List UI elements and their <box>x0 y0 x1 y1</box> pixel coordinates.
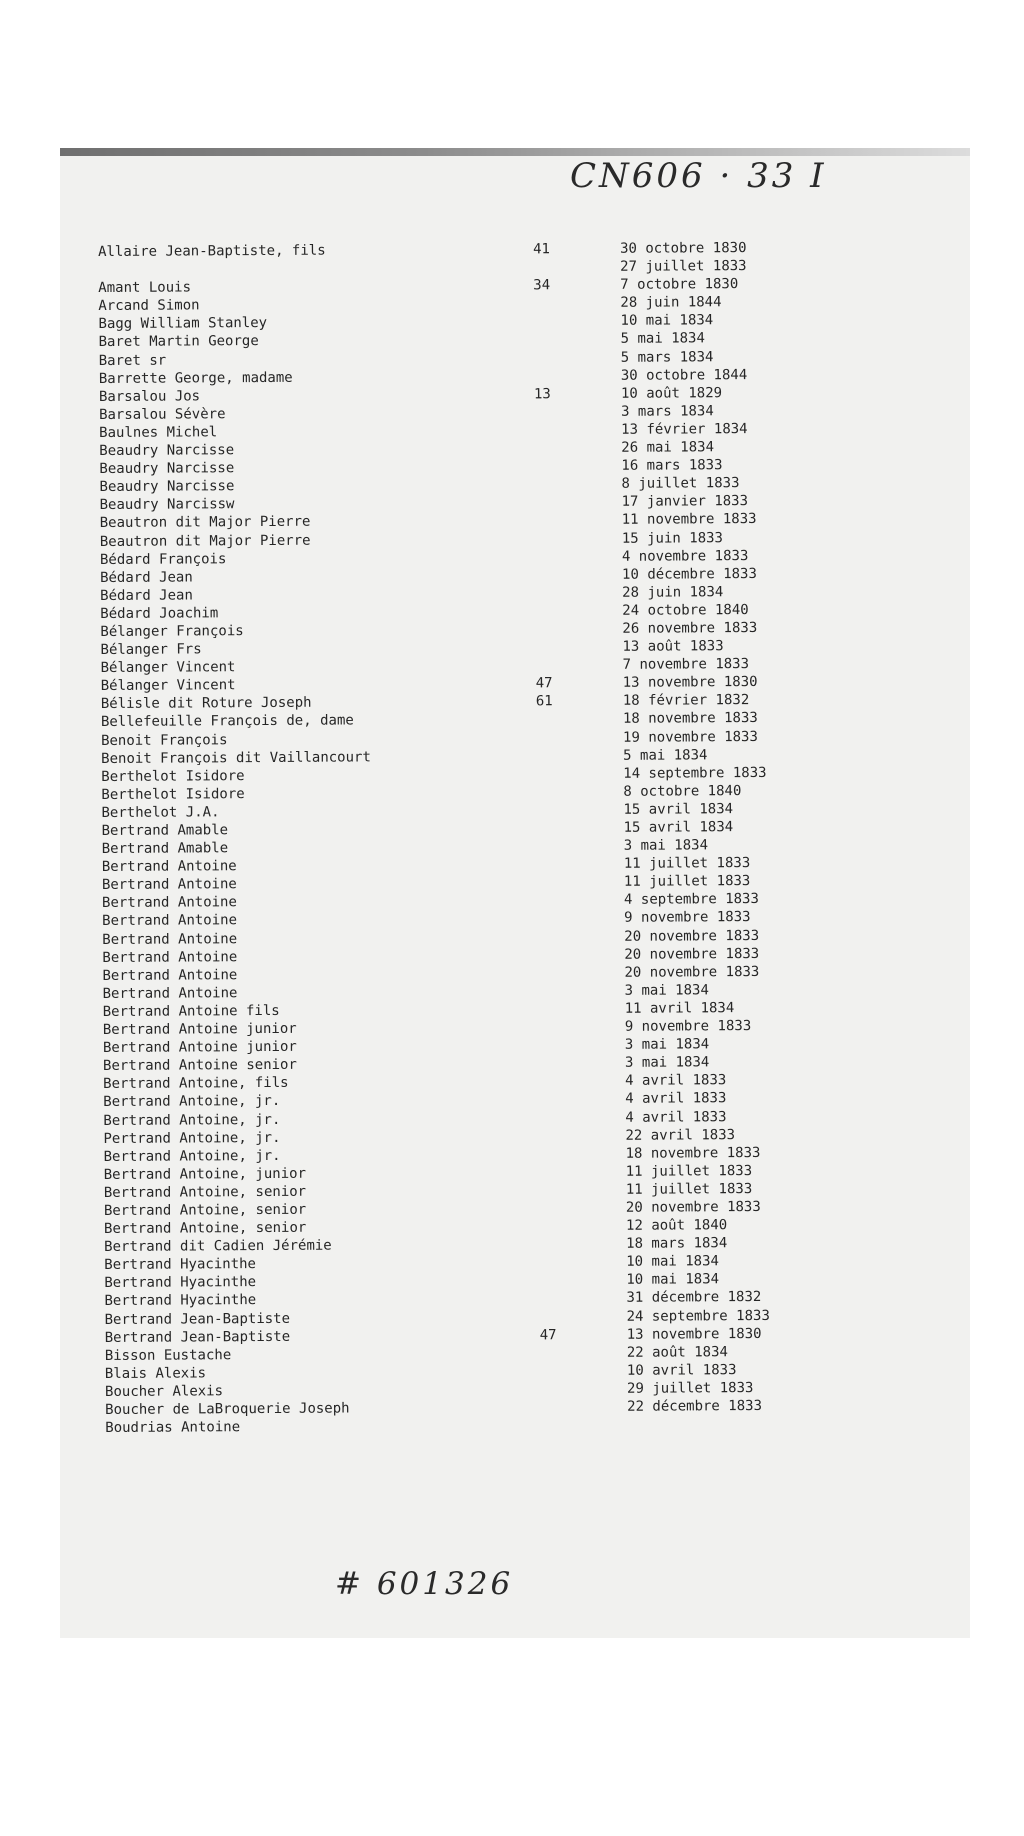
entry-name: Barsalou Jos <box>98 388 201 405</box>
entry-date: 3 mai 1834 <box>624 1036 710 1053</box>
entry-name: Berthelot Isidore <box>101 785 245 803</box>
entry-date: 4 avril 1833 <box>625 1090 727 1108</box>
entry-name: Bertrand Hyacinthe <box>104 1256 257 1274</box>
entry-date: 5 mars 1834 <box>620 348 714 366</box>
entry-date: 10 décembre 1833 <box>621 565 757 583</box>
entry-name: Bertrand Antoine <box>102 912 238 930</box>
entry-name: Bertrand Antoine fils <box>102 1002 280 1020</box>
entry-name: Blais Alexis <box>104 1365 207 1382</box>
entry-name: Bagg William Stanley <box>98 315 268 333</box>
entry-date: 18 novembre 1833 <box>622 710 758 728</box>
entry-name: Arcand Simon <box>98 297 200 315</box>
entry-name: Bertrand Antoine <box>101 894 237 912</box>
entry-date: 5 mai 1834 <box>623 746 708 764</box>
entry-date: 22 avril 1833 <box>625 1126 736 1144</box>
entry-date: 10 mai 1834 <box>626 1253 720 1271</box>
entry-name: Beaudry Narcissw <box>99 496 235 514</box>
entry-date: 3 mai 1834 <box>623 837 709 854</box>
entry-date: 15 avril 1834 <box>623 819 734 836</box>
entry-date: 29 juillet 1833 <box>626 1379 754 1397</box>
entry-date: 14 septembre 1833 <box>623 764 767 782</box>
entry-page-number: 34 <box>533 277 551 294</box>
entry-date: 31 décembre 1832 <box>626 1289 762 1307</box>
entry-date: 11 avril 1834 <box>624 1000 735 1017</box>
entry-name: Bédard Jean <box>99 569 193 586</box>
entry-date: 7 octobre 1830 <box>620 276 739 293</box>
entry-date: 11 novembre 1833 <box>621 511 757 529</box>
entry-date: 30 octobre 1830 <box>619 240 747 257</box>
entry-date: 27 juillet 1833 <box>620 258 747 275</box>
entry-date: 26 novembre 1833 <box>622 619 758 637</box>
entry-date: 8 octobre 1840 <box>623 782 742 800</box>
entry-name: Bertrand Antoine senior <box>102 1057 297 1075</box>
entry-name: Bertrand Antoine, jr. <box>103 1111 281 1129</box>
entry-page-number: 47 <box>539 1326 557 1343</box>
entry-date: 11 juillet 1833 <box>623 855 751 872</box>
entry-date: 15 juin 1833 <box>621 529 724 547</box>
entry-date: 11 juillet 1833 <box>625 1180 753 1198</box>
entry-name: Baulnes Michel <box>99 424 218 441</box>
entry-date: 26 mai 1834 <box>621 439 715 456</box>
entry-name: Bertrand Jean-Baptiste <box>104 1310 291 1328</box>
entry-date: 22 décembre 1833 <box>627 1397 763 1415</box>
entry-name: Beaudry Narcisse <box>99 478 235 496</box>
entry-date: 13 août 1833 <box>622 638 724 655</box>
entry-name: Bertrand Antoine <box>102 966 238 984</box>
entry-name: Allaire Jean-Baptiste, fils <box>98 242 326 260</box>
entry-date: 5 mai 1834 <box>620 330 705 348</box>
entry-date: 19 novembre 1833 <box>622 728 758 746</box>
entry-name: Bédard François <box>99 550 227 568</box>
entry-name: Bertrand Hyacinthe <box>104 1274 257 1292</box>
entry-name: Bélanger Vincent <box>100 659 236 677</box>
entry-name: Boucher Alexis <box>104 1383 224 1400</box>
entry-name: Bélanger Frs <box>100 641 202 659</box>
entry-date: 20 novembre 1833 <box>624 945 760 963</box>
entry-name: Benoit François <box>100 731 228 749</box>
entry-page-number: 41 <box>532 241 550 258</box>
entry-date: 9 novembre 1833 <box>624 1018 752 1035</box>
entry-name: Benoit François dit Vaillancourt <box>101 748 371 767</box>
entry-name: Bertrand Antoine <box>102 948 238 966</box>
entry-date: 8 juillet 1833 <box>621 475 740 493</box>
entry-page-number: 13 <box>533 385 551 403</box>
entry-name: Bertrand Antoine, fils <box>103 1075 289 1093</box>
entry-date: 15 avril 1834 <box>623 801 734 818</box>
entry-name: Bertrand Antoine junior <box>102 1020 297 1039</box>
entry-name: Bertrand dit Cadien Jérémie <box>104 1237 332 1256</box>
entry-name: Bertrand Antoine, jr. <box>103 1147 281 1165</box>
entry-name: Bertrand Antoine <box>102 930 238 948</box>
entry-name: Bertrand Hyacinthe <box>104 1292 257 1310</box>
entry-date: 12 août 1840 <box>625 1217 728 1234</box>
entry-name: Barsalou Sévère <box>99 406 226 423</box>
entry-date: 18 mars 1834 <box>626 1235 728 1252</box>
entry-name: Boucher de LaBroquerie Joseph <box>105 1400 350 1418</box>
entry-name: Bertrand Antoine <box>101 876 237 894</box>
entry-name: Barrette George, madame <box>98 369 293 387</box>
entry-date: 13 novembre 1830 <box>622 674 758 692</box>
reference-code: CN606 · 33 I <box>570 156 827 196</box>
entry-name: Bertrand Antoine, jr. <box>103 1093 281 1111</box>
entry-date: 3 mai 1834 <box>624 1054 710 1072</box>
entry-name: Bertrand Jean-Baptiste <box>104 1328 291 1346</box>
entry-name: Baret sr <box>98 352 167 369</box>
entry-date: 22 août 1834 <box>626 1343 728 1361</box>
entry-date: 4 septembre 1833 <box>623 891 759 909</box>
entry-date: 30 octobre 1844 <box>620 366 748 384</box>
entry-date: 24 septembre 1833 <box>626 1307 770 1325</box>
entry-name: Beautron dit Major Pierre <box>99 514 311 532</box>
entry-name: Bertrand Amable <box>101 840 229 858</box>
entry-date: 10 mai 1834 <box>620 312 714 330</box>
entry-date: 9 novembre 1833 <box>624 909 751 927</box>
film-number: # 601326 <box>335 1566 514 1602</box>
entry-date: 7 novembre 1833 <box>622 656 750 673</box>
entry-name: Boudrias Antoine <box>105 1419 241 1437</box>
entry-page-number: 47 <box>535 675 553 692</box>
entry-date: 13 février 1834 <box>621 420 748 438</box>
entry-name: Bertrand Antoine, senior <box>103 1201 307 1219</box>
entry-name: Bertrand Amable <box>101 822 229 839</box>
entry-date: 4 avril 1833 <box>625 1108 727 1126</box>
entry-date: 4 avril 1833 <box>625 1072 727 1090</box>
entry-name: Baret Martin George <box>98 333 259 351</box>
page-top-edge <box>60 148 970 156</box>
entry-name: Bellefeuille François de, dame <box>100 712 354 731</box>
index-list <box>98 238 865 1437</box>
entry-date: 16 mars 1833 <box>621 457 723 474</box>
entry-name: Berthelot J.A. <box>101 804 220 821</box>
entry-date: 18 novembre 1833 <box>625 1144 761 1162</box>
entry-name: Bédard Jean <box>100 587 193 604</box>
entry-name: Bélisle dit Roture Joseph <box>100 695 312 713</box>
entry-date: 4 novembre 1833 <box>621 547 749 565</box>
entry-date: 3 mars 1834 <box>620 403 714 420</box>
scanned-page <box>60 148 970 1638</box>
entry-date: 20 novembre 1833 <box>624 963 760 981</box>
entry-name: Beaudry Narcisse <box>99 460 235 478</box>
entry-name: Berthelot Isidore <box>101 767 245 785</box>
entry-date: 17 janvier 1833 <box>621 493 749 511</box>
entry-date: 10 avril 1833 <box>626 1361 737 1379</box>
entry-date: 10 août 1829 <box>620 384 723 402</box>
entry-date: 3 mai 1834 <box>624 982 709 999</box>
entry-name: Bertrand Antoine <box>101 858 237 876</box>
entry-date: 24 octobre 1840 <box>622 601 749 619</box>
index-entry <box>105 1414 865 1437</box>
entry-page-number: 61 <box>535 693 553 710</box>
entry-date: 13 novembre 1830 <box>626 1325 762 1343</box>
entry-date: 20 novembre 1833 <box>624 927 760 945</box>
entry-name: Bélanger François <box>100 623 244 640</box>
entry-name: Bertrand Antoine, junior <box>103 1165 307 1183</box>
entry-name: Bisson Eustache <box>104 1346 232 1364</box>
entry-name: Amant Louis <box>98 279 192 297</box>
entry-date: 20 novembre 1833 <box>625 1198 761 1216</box>
entry-date: 28 juin 1834 <box>622 583 724 601</box>
entry-date: 11 juillet 1833 <box>625 1162 753 1180</box>
entry-name: Bertrand Antoine junior <box>102 1038 297 1057</box>
entry-date: 18 février 1832 <box>622 692 750 710</box>
entry-name: Bertrand Antoine <box>102 985 238 1002</box>
entry-name: Bédard Joachim <box>100 605 219 622</box>
entry-name: Bélanger Vincent <box>100 677 236 695</box>
entry-name: Bertrand Antoine, senior <box>103 1219 307 1238</box>
entry-name: Beautron dit Major Pierre <box>99 532 311 550</box>
entry-date: 28 juin 1844 <box>620 294 722 312</box>
entry-date: 10 mai 1834 <box>626 1271 720 1289</box>
entry-name: Beaudry Narcisse <box>99 442 235 460</box>
entry-date: 11 juillet 1833 <box>623 873 751 891</box>
entry-name: Bertrand Antoine, senior <box>103 1183 307 1201</box>
entry-name: Pertrand Antoine, jr. <box>103 1129 281 1147</box>
